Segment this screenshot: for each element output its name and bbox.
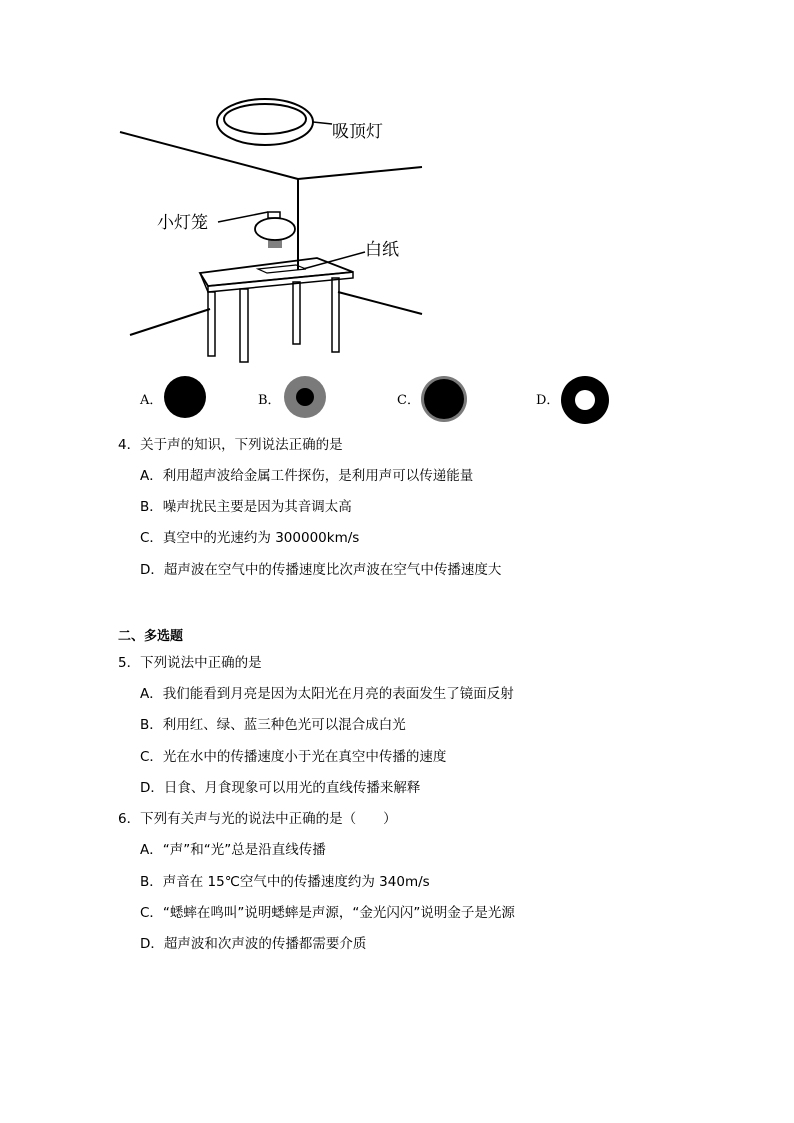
table-leg-front-left: [208, 292, 215, 356]
table-leg-back-left: [293, 282, 300, 344]
q6-option-b: B．声音在 15℃空气中的传播速度约为 340m/s: [140, 874, 430, 890]
q6-stem: 6．下列有关声与光的说法中正确的是（ ）: [118, 811, 397, 827]
q3-option-c-letter: C．: [397, 393, 420, 408]
q6-option-a: A．“声”和“光”总是沿直线传播: [140, 842, 326, 858]
q6-option-d: D．超声波和次声波的传播都需要介质: [140, 936, 367, 952]
q3-option-b-disc: [283, 375, 327, 419]
paper-label: 白纸: [365, 240, 399, 260]
q3-option-d-disc: [560, 375, 610, 425]
ceiling-lamp-inner: [224, 104, 306, 134]
q3-option-d-letter: D．: [536, 393, 560, 408]
q3-option-b-letter: B．: [258, 393, 281, 408]
section-title-multiple-choice: 二、多选题: [118, 629, 184, 644]
q3-option-a-disc: [163, 375, 207, 419]
q5-option-b: B．利用红、绿、蓝三种色光可以混合成白光: [140, 717, 406, 733]
q4-stem: 4．关于声的知识，下列说法正确的是: [118, 437, 343, 453]
paper-leader: [303, 252, 365, 269]
ceiling-edge-right: [298, 167, 422, 179]
q4-option-a: A．利用超声波给金属工件探伤，是利用声可以传递能量: [140, 468, 474, 484]
table-leg-back-right: [332, 278, 339, 352]
lantern-tassel: [269, 240, 281, 248]
ceiling-edge-left: [120, 132, 298, 179]
q4-option-b: B．噪声扰民主要是因为其音调太高: [140, 499, 352, 515]
q4-option-d: D．超声波在空气中的传播速度比次声波在空气中传播速度大: [140, 562, 502, 578]
ceiling-lamp-label: 吸顶灯: [332, 122, 383, 142]
q3-option-a-letter: A．: [140, 393, 163, 408]
q5-option-c: C．光在水中的传播速度小于光在真空中传播的速度: [140, 749, 447, 765]
table-leg-front-right: [240, 289, 248, 362]
ceiling-lamp-outer: [217, 99, 313, 145]
q4-option-c: C．真空中的光速约为 300000km/s: [140, 530, 360, 546]
floor-edge-right: [338, 292, 422, 314]
q3-option-c-disc: [420, 375, 468, 423]
lantern-cap: [268, 212, 280, 218]
floor-edge-left: [130, 309, 210, 335]
q5-option-a: A．我们能看到月亮是因为太阳光在月亮的表面发生了镜面反射: [140, 686, 514, 702]
q5-option-d: D．日食、月食现象可以用光的直线传播来解释: [140, 780, 421, 796]
q3-options: [0, 372, 794, 424]
lantern-label: 小灯笼: [157, 213, 208, 233]
room-figure: [110, 92, 440, 367]
ceiling-lamp-leader: [313, 122, 332, 124]
q5-stem: 5．下列说法中正确的是: [118, 655, 262, 671]
q6-option-c: C．“蟋蟀在鸣叫”说明蟋蟀是声源，“金光闪闪”说明金子是光源: [140, 905, 515, 921]
lantern-body: [255, 218, 295, 240]
